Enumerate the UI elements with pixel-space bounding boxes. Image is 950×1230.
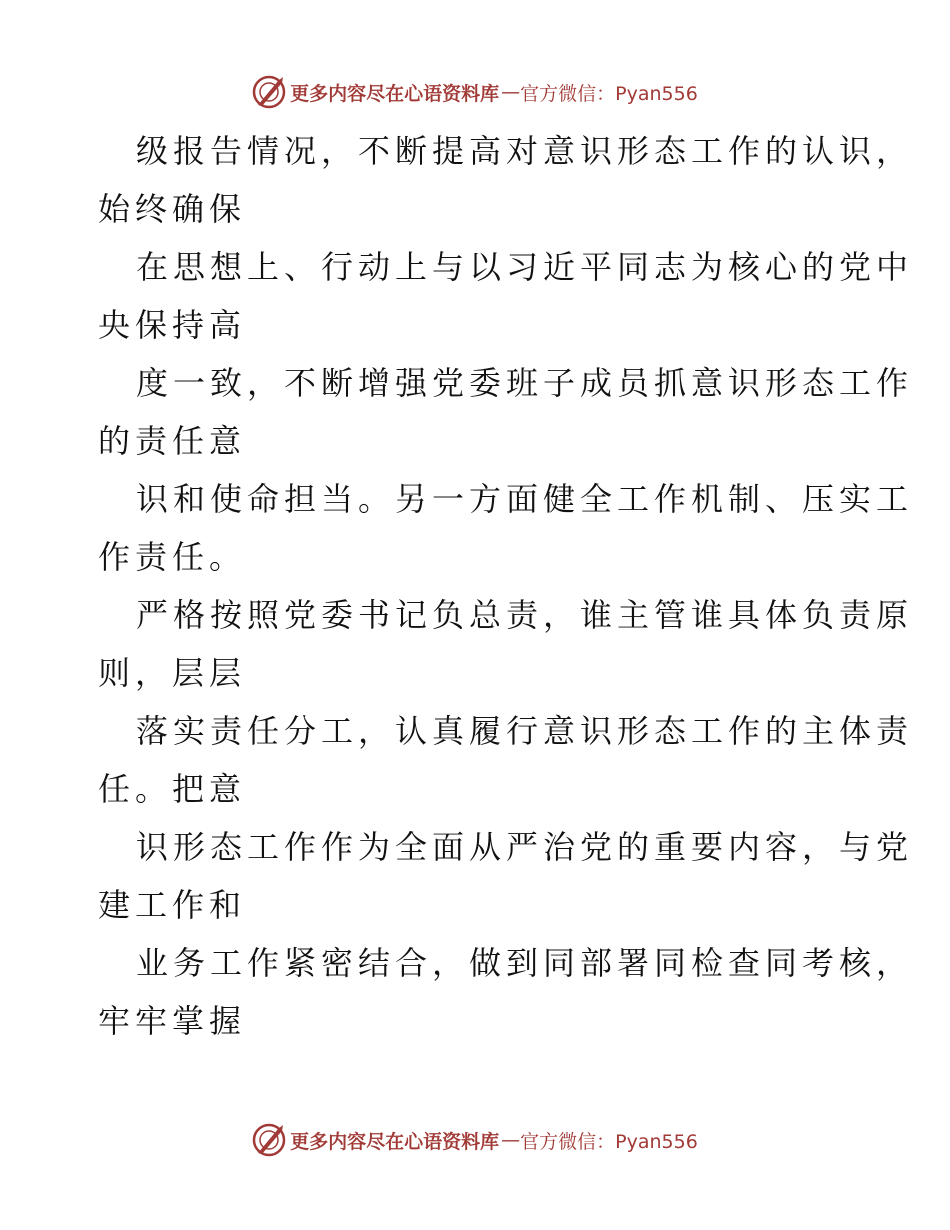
quill-pen-logo-icon — [252, 75, 286, 109]
header-banner-text: 更多内容尽在心语资料库 — [290, 82, 500, 105]
paragraph-first-line: 度一致，不断增强党委班子成员抓意识形态工作 — [136, 364, 914, 402]
paragraph-wrap-line: 建工作和 — [98, 886, 247, 924]
quill-pen-logo-icon — [252, 1123, 286, 1157]
footer-banner-separator: — — [501, 1129, 521, 1151]
paragraph-wrap-line: 牢牢掌握 — [98, 1002, 247, 1040]
paragraph-wrap-line: 任。把意 — [98, 770, 247, 808]
header-banner-separator: — — [501, 81, 521, 103]
paragraph — [98, 238, 914, 354]
paragraph — [98, 586, 914, 702]
paragraph — [98, 702, 914, 818]
paragraph-wrap-line: 的责任意 — [98, 422, 247, 460]
paragraph — [98, 354, 914, 470]
paragraph-first-line: 落实责任分工，认真履行意识形态工作的主体责 — [136, 712, 914, 750]
paragraph-wrap-line: 作责任。 — [98, 538, 247, 576]
footer-wechat-id: 官方微信：Pyan556 — [520, 1130, 698, 1153]
header-wechat-id: 官方微信：Pyan556 — [520, 82, 698, 105]
paragraph — [98, 818, 914, 934]
paragraph-first-line: 级报告情况，不断提高对意识形态工作的认识， — [136, 132, 914, 170]
document-body — [98, 122, 914, 1050]
paragraph-wrap-line: 始终确保 — [98, 190, 247, 228]
paragraph-first-line: 识形态工作作为全面从严治党的重要内容，与党 — [136, 828, 914, 866]
footer-banner — [0, 1120, 950, 1160]
paragraph-wrap-line: 则，层层 — [98, 654, 247, 692]
paragraph-first-line: 在思想上、行动上与以习近平同志为核心的党中 — [136, 248, 914, 286]
paragraph — [98, 934, 914, 1050]
paragraph-first-line: 业务工作紧密结合，做到同部署同检查同考核， — [136, 944, 914, 982]
header-banner — [0, 72, 950, 112]
paragraph-first-line: 识和使命担当。另一方面健全工作机制、压实工 — [136, 480, 914, 518]
paragraph — [98, 122, 914, 238]
paragraph-wrap-line: 央保持高 — [98, 306, 247, 344]
paragraph — [98, 470, 914, 586]
paragraph-first-line: 严格按照党委书记负总责，谁主管谁具体负责原 — [136, 596, 914, 634]
footer-banner-text: 更多内容尽在心语资料库 — [290, 1130, 500, 1153]
